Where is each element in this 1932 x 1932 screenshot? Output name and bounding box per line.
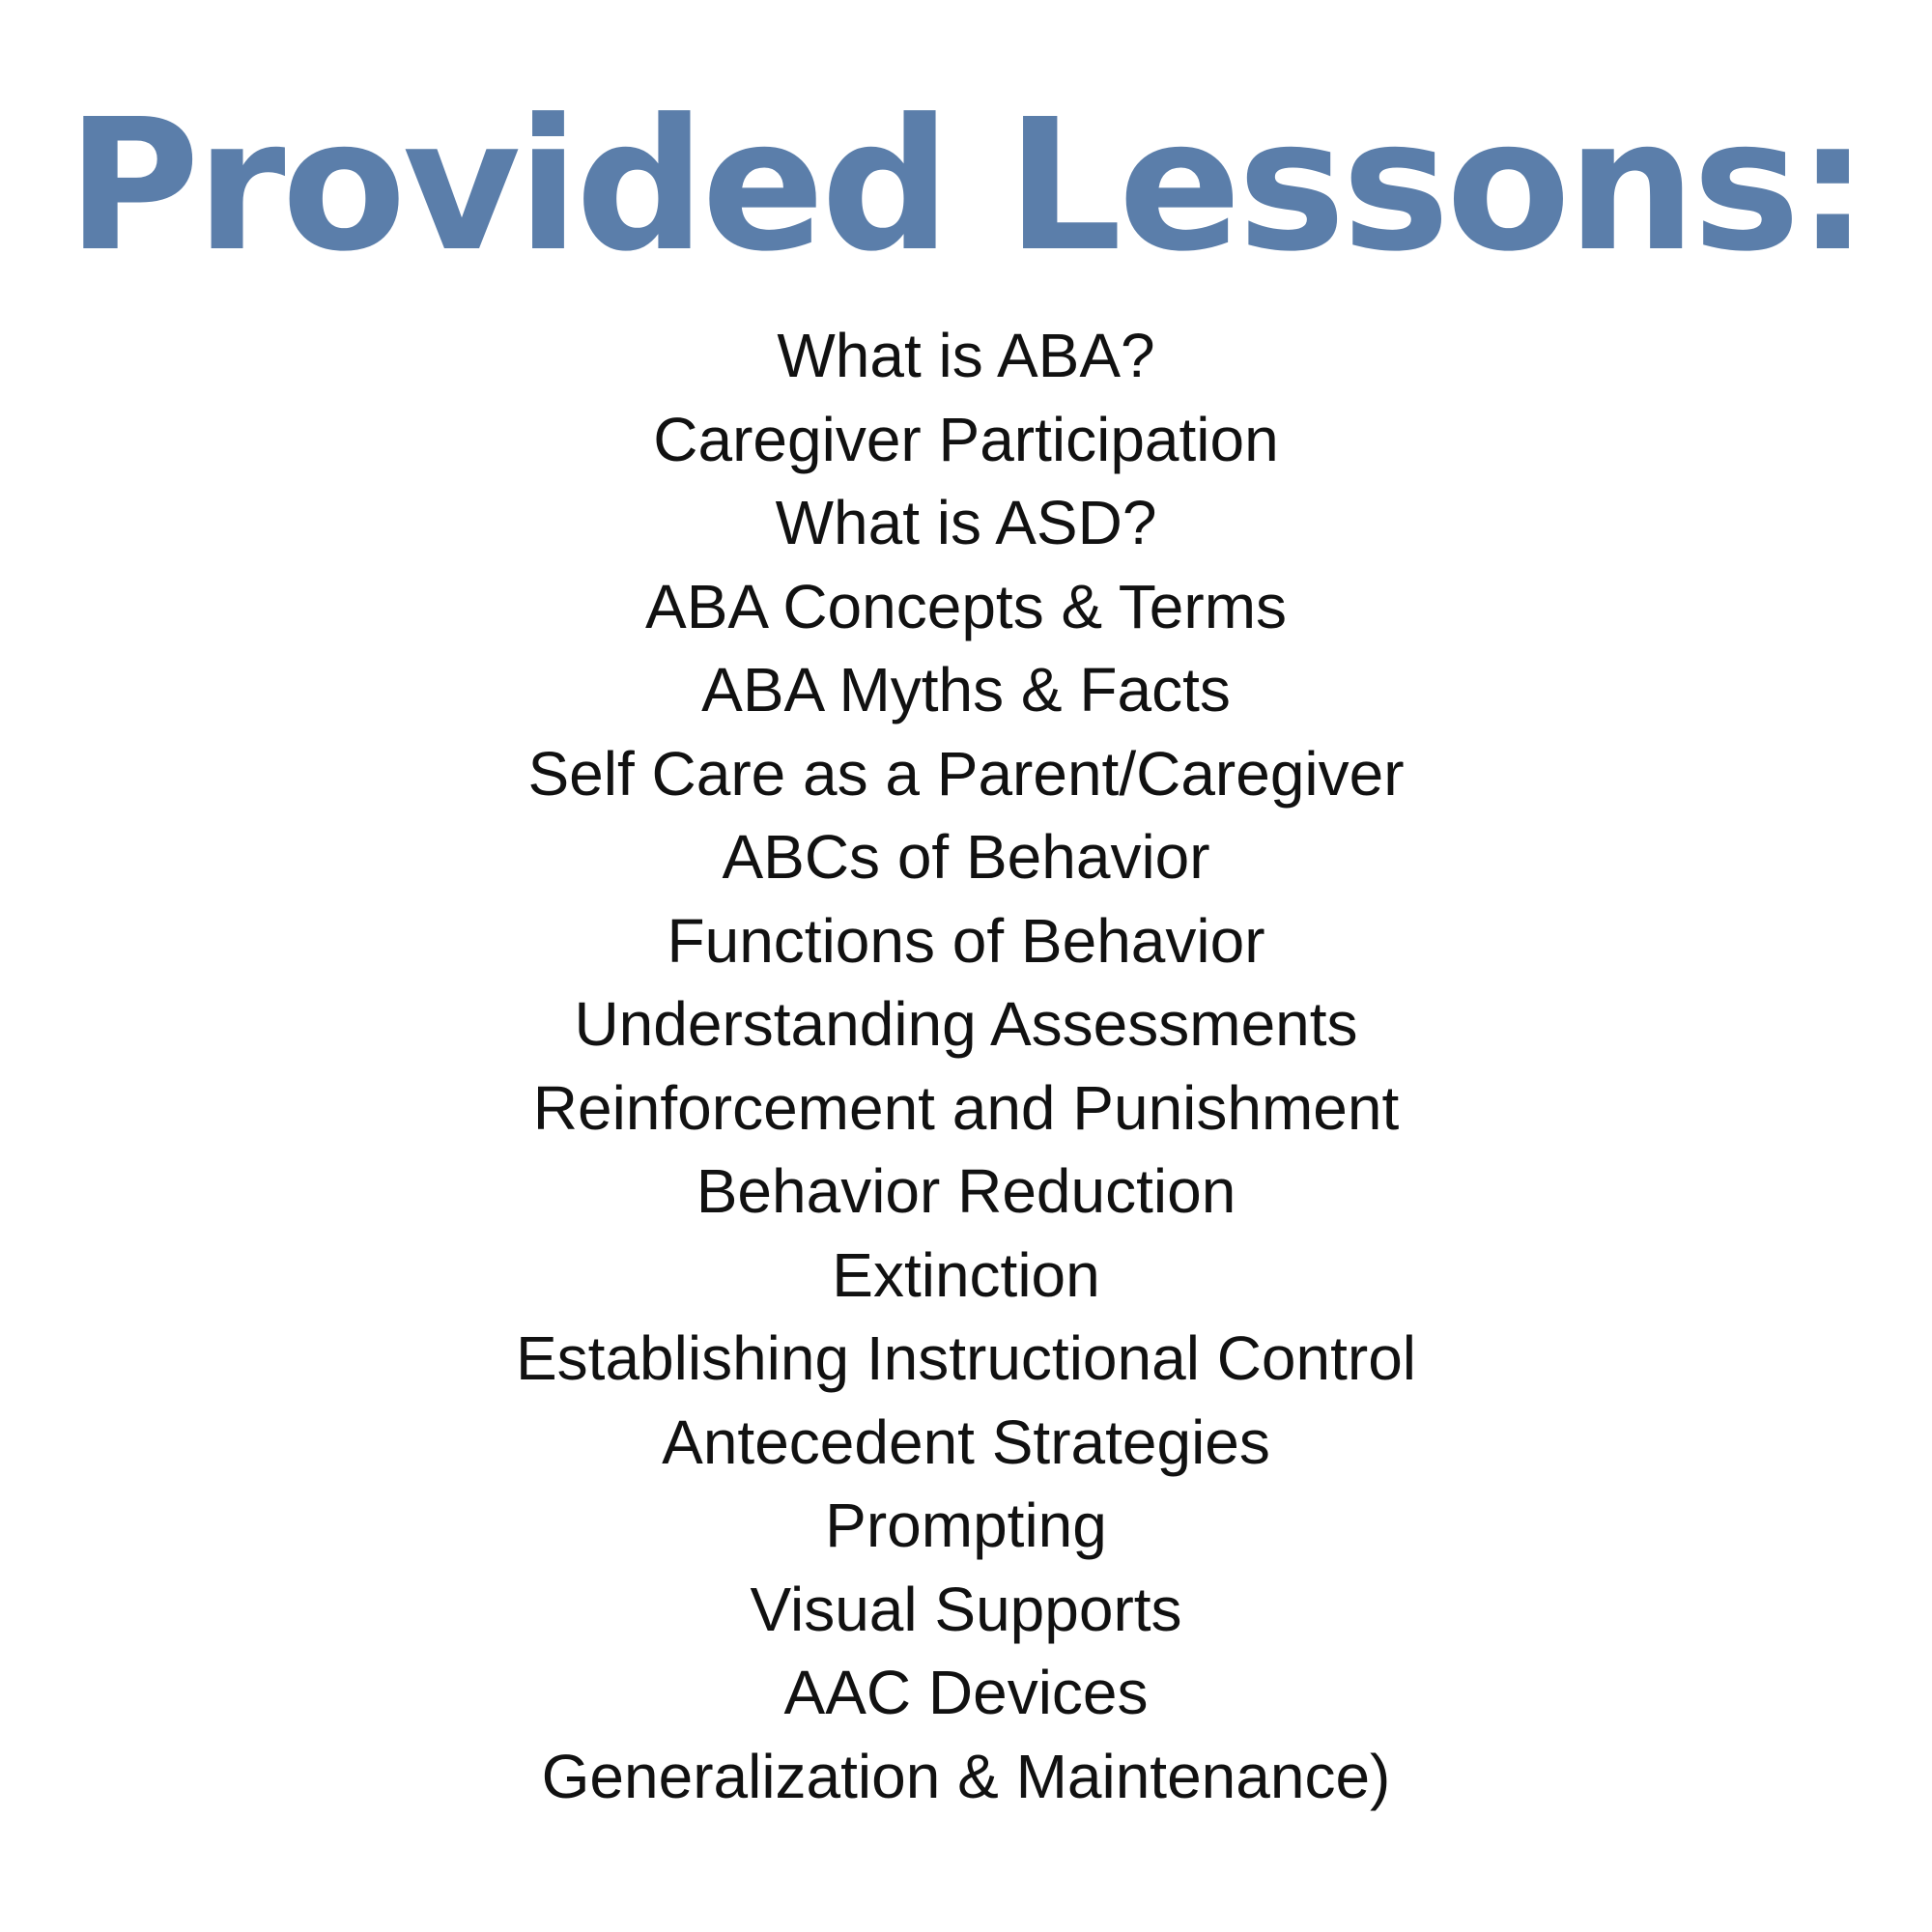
lesson-item: ABA Myths & Facts	[701, 655, 1231, 724]
lesson-item: Self Care as a Parent/Caregiver	[527, 738, 1405, 809]
lesson-item: Visual Supports	[750, 1574, 1182, 1644]
lesson-item: Extinction	[832, 1239, 1100, 1310]
lesson-item: Reinforcement and Punishment	[532, 1072, 1400, 1143]
lesson-item: Prompting	[825, 1491, 1107, 1560]
lesson-item: ABCs of Behavior	[722, 822, 1210, 892]
lesson-item: What is ABA?	[777, 321, 1155, 390]
lesson-item: Antecedent Strategies	[662, 1406, 1270, 1477]
lesson-item: ABA Concepts & Terms	[645, 571, 1287, 641]
lesson-item: Understanding Assessments	[574, 989, 1358, 1059]
lesson-item: AAC Devices	[783, 1658, 1149, 1727]
lesson-item: Generalization & Maintenance)	[541, 1741, 1391, 1811]
lesson-list	[0, 314, 1932, 1818]
lesson-item: What is ASD?	[775, 488, 1157, 557]
lesson-item: Functions of Behavior	[667, 905, 1265, 976]
lesson-item: Establishing Instructional Control	[515, 1323, 1417, 1393]
lesson-item: Caregiver Participation	[653, 404, 1279, 474]
lesson-item: Behavior Reduction	[696, 1156, 1236, 1226]
page-title: Provided Lessons:	[67, 80, 1865, 292]
